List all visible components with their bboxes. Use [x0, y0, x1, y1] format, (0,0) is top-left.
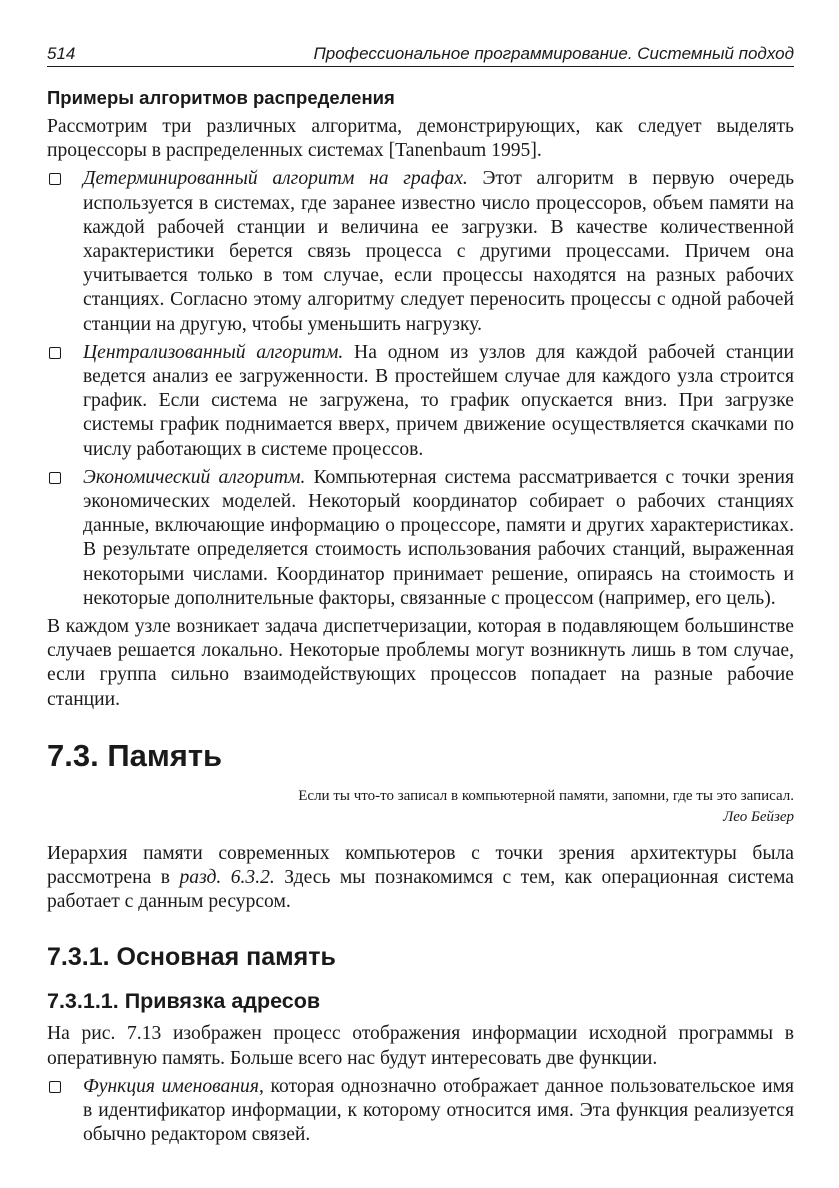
paragraph-text: Здесь мы познакомимся с тем, как операционная система работает с данным ресурсом.	[47, 867, 794, 913]
memory-hierarchy-paragraph	[47, 842, 794, 915]
epigraph-quote: Если ты что-то записал в компьютерной памяти, запомни, где ты это записал.	[298, 787, 794, 804]
list-item	[47, 341, 794, 462]
section-heading-7-3: 7.3. Память	[47, 737, 223, 773]
list-item	[47, 167, 794, 336]
item-text: , которая однозначно отображает данное пользовательское имя в идентификатор информации, к которому относится имя. Эта функция реализуется обычно редактором связей.	[83, 1075, 794, 1146]
epigraph-author: Лео Бейзер	[723, 808, 794, 825]
page-number: 514	[47, 44, 76, 63]
algorithms-subheading: Примеры алгоритмов распределения	[47, 87, 395, 108]
closing-paragraph: В каждом узле возникает задача диспетчеризации, которая в подавляющем большинстве случаев решается локально. Некоторые проблемы могут возникнуть лишь в том случае, если группа сильно взаимодействующих процессов попадает на разные рабочие станции.	[47, 616, 794, 710]
checkbox-bullet-icon	[49, 1081, 61, 1093]
item-term: Централизованный алгоритм.	[83, 341, 344, 363]
section-heading-7-3-1-1: 7.3.1.1. Привязка адресов	[47, 989, 321, 1014]
address-binding-paragraph: На рис. 7.13 изображен процесс отображения информации исходной программы в оперативную память. Больше всего нас будут интересовать две функции.	[47, 1023, 794, 1069]
item-term: Экономический алгоритм.	[83, 466, 306, 488]
checkbox-bullet-icon	[49, 347, 61, 359]
item-text: Этот алгоритм в первую очередь используется в системах, где заранее известно число процессоров, объем памяти на каждой рабочей станции и величина ее загрузки. В качестве количественной характеристики берется связь процесса с другими процессами. Причем она учитывается только в том случае, если процессы находятся на разных рабочих станциях. Согласно этому алгоритму следует переносить процессы с одной рабочей станции на другую, чтобы уменьшить нагрузку.	[83, 168, 794, 335]
section-reference: разд. 6.3.2.	[179, 867, 275, 889]
paragraph-text: Иерархия памяти современных компьютеров с точки зрения архитектуры была рассмотрена в	[47, 842, 794, 889]
item-text: Компьютерная система рассматривается с точки зрения экономических моделей. Некоторый координатор собирает о рабочих станциях данные, включающие информацию о процессоре, памяти и других характеристиках. В результате определяется стоимость использования рабочих станций, выраженная некоторыми числами. Координатор принимает решение, опираясь на стоимость и некоторые дополнительные факторы, связанные с процессом (например, его цель).	[83, 466, 795, 609]
functions-list	[47, 1075, 794, 1148]
running-head	[47, 44, 794, 67]
item-term: Функция именования	[83, 1075, 259, 1097]
intro-paragraph: Рассмотрим три различных алгоритма, демонстрирующих, как следует выделять процессоры в распределенных системах [Tanenbaum 1995].	[47, 116, 794, 162]
checkbox-bullet-icon	[49, 472, 61, 484]
section-heading-7-3-1: 7.3.1. Основная память	[47, 943, 336, 972]
list-item	[47, 1075, 794, 1148]
book-page	[47, 44, 794, 1152]
algorithms-list	[47, 167, 794, 611]
list-item	[47, 466, 794, 611]
item-term: Детерминированный алгоритм на графах.	[83, 168, 468, 190]
checkbox-bullet-icon	[49, 173, 61, 185]
item-text: На одном из узлов для каждой рабочей станции ведется анализ ее загруженности. В простейшем случае для каждого узла строится график. Если система не загружена, то график опускается вниз. При загрузке системы график поднимается вверх, причем движение осуществляется скачками по числу работающих в системе процессов.	[83, 341, 794, 460]
epigraph	[47, 786, 794, 828]
book-title: Профессиональное программирование. Системный подход	[313, 44, 794, 63]
